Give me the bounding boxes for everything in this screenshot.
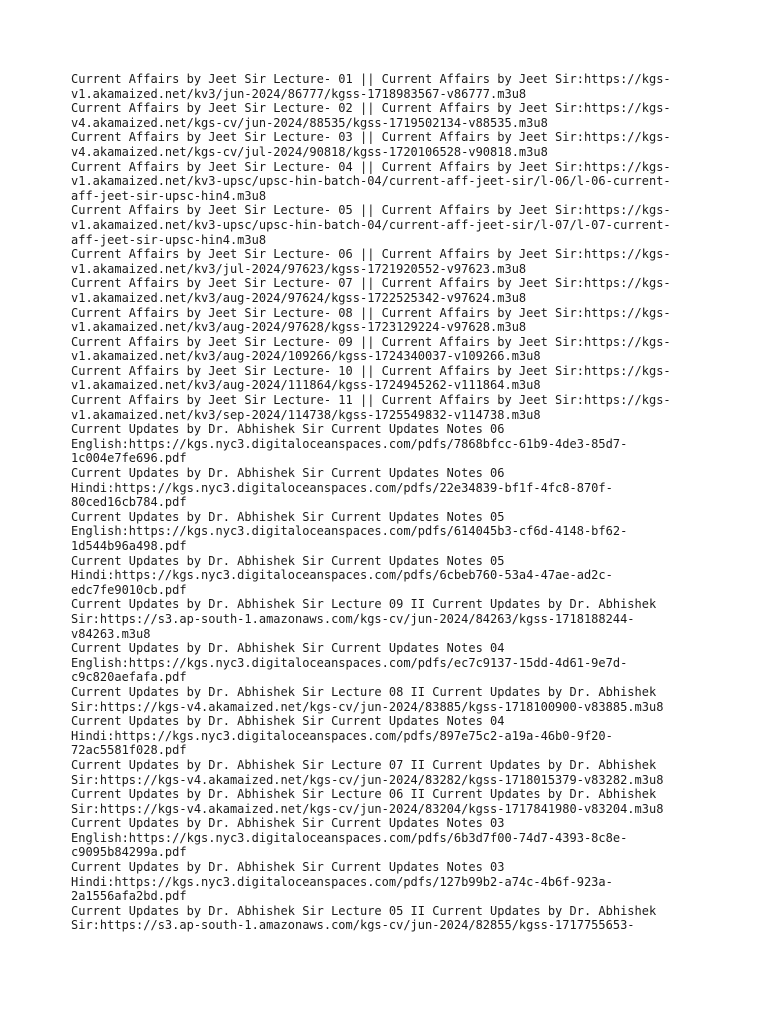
entry-text-line: c9095b84299a.pdf	[71, 845, 187, 860]
list-item	[71, 554, 701, 598]
entry-text-line: Sir:https://s3.ap-south-1.amazonaws.com/kgs-cv/jun-2024/82855/kgss-1717755653-	[71, 918, 635, 933]
entry-text-line: Current Updates by Dr. Abhishek Sir Lecture 08 II Current Updates by Dr. Abhishek	[71, 684, 657, 699]
entry-text-line: Current Affairs by Jeet Sir Lecture- 07 || Current Affairs by Jeet Sir:https://kgs-	[71, 276, 671, 291]
list-item	[71, 758, 701, 787]
list-item	[71, 510, 701, 554]
entry-text-line: v1.akamaized.net/kv3-upsc/upsc-hin-batch-04/current-aff-jeet-sir/l-06/l-06-current-	[71, 174, 671, 189]
entry-text-line: v1.akamaized.net/kv3/aug-2024/109266/kgss-1724340037-v109266.m3u8	[71, 349, 541, 364]
entry-text-line: Current Updates by Dr. Abhishek Sir Current Updates Notes 03	[71, 816, 505, 831]
entry-text-line: v1.akamaized.net/kv3/sep-2024/114738/kgss-1725549832-v114738.m3u8	[71, 407, 541, 422]
entry-text-line: Current Updates by Dr. Abhishek Sir Lecture 07 II Current Updates by Dr. Abhishek	[71, 757, 657, 772]
entry-text-line: Hindi:https://kgs.nyc3.digitaloceanspaces.com/pdfs/6cbeb760-53a4-47ae-ad2c-	[71, 568, 613, 583]
entry-text-line: Current Affairs by Jeet Sir Lecture- 02 || Current Affairs by Jeet Sir:https://kgs-	[71, 101, 671, 116]
list-item	[71, 714, 701, 758]
list-item	[71, 306, 701, 335]
entry-text-line: Sir:https://kgs-v4.akamaized.net/kgs-cv/jun-2024/83885/kgss-1718100900-v83885.m3u8	[71, 699, 664, 714]
entry-text-line: Current Affairs by Jeet Sir Lecture- 03 || Current Affairs by Jeet Sir:https://kgs-	[71, 130, 671, 145]
entry-text-line: Sir:https://kgs-v4.akamaized.net/kgs-cv/jun-2024/83282/kgss-1718015379-v83282.m3u8	[71, 772, 664, 787]
entry-text-line: Current Updates by Dr. Abhishek Sir Current Updates Notes 03	[71, 860, 505, 875]
list-item	[71, 364, 701, 393]
entry-text-line: aff-jeet-sir-upsc-hin4.m3u8	[71, 188, 267, 203]
list-item	[71, 393, 701, 422]
entry-text-line: v4.akamaized.net/kgs-cv/jun-2024/88535/kgss-1719502134-v88535.m3u8	[71, 115, 548, 130]
entry-text-line: Current Updates by Dr. Abhishek Sir Lecture 05 II Current Updates by Dr. Abhishek	[71, 903, 657, 918]
entry-text-line: edc7fe9010cb.pdf	[71, 582, 187, 597]
list-item	[71, 276, 701, 305]
entry-text-line: v1.akamaized.net/kv3/aug-2024/111864/kgss-1724945262-v111864.m3u8	[71, 378, 541, 393]
entry-text-line: Hindi:https://kgs.nyc3.digitaloceanspaces.com/pdfs/897e75c2-a19a-46b0-9f20-	[71, 728, 613, 743]
entry-text-line: Current Updates by Dr. Abhishek Sir Current Updates Notes 05	[71, 509, 505, 524]
list-item	[71, 247, 701, 276]
entry-text-line: Sir:https://kgs-v4.akamaized.net/kgs-cv/jun-2024/83204/kgss-1717841980-v83204.m3u8	[71, 801, 664, 816]
entry-text-line: English:https://kgs.nyc3.digitaloceanspaces.com/pdfs/6b3d7f00-74d7-4393-8c8e-	[71, 830, 628, 845]
list-item	[71, 904, 701, 933]
entry-text-line: v1.akamaized.net/kv3-upsc/upsc-hin-batch-04/current-aff-jeet-sir/l-07/l-07-current-	[71, 217, 671, 232]
entry-text-line: aff-jeet-sir-upsc-hin4.m3u8	[71, 232, 267, 247]
entry-text-line: Current Affairs by Jeet Sir Lecture- 01 || Current Affairs by Jeet Sir:https://kgs-	[71, 72, 671, 86]
entry-text-line: 2a1556afa2bd.pdf	[71, 889, 187, 904]
list-item	[71, 685, 701, 714]
entry-text-line: 72ac5581f028.pdf	[71, 743, 187, 758]
entry-text-line: Current Affairs by Jeet Sir Lecture- 10 || Current Affairs by Jeet Sir:https://kgs-	[71, 363, 671, 378]
entry-text-line: Current Updates by Dr. Abhishek Sir Current Updates Notes 06	[71, 466, 505, 481]
entry-text-line: English:https://kgs.nyc3.digitaloceanspaces.com/pdfs/614045b3-cf6d-4148-bf62-	[71, 524, 628, 539]
entry-text-line: Current Affairs by Jeet Sir Lecture- 11 || Current Affairs by Jeet Sir:https://kgs-	[71, 393, 671, 408]
link-list	[71, 72, 701, 933]
entry-text-line: v4.akamaized.net/kgs-cv/jul-2024/90818/kgss-1720106528-v90818.m3u8	[71, 144, 548, 159]
list-item	[71, 860, 701, 904]
entry-text-line: v1.akamaized.net/kv3/jun-2024/86777/kgss-1718983567-v86777.m3u8	[71, 86, 527, 101]
list-item	[71, 72, 701, 101]
entry-text-line: Hindi:https://kgs.nyc3.digitaloceanspaces.com/pdfs/127b99b2-a74c-4b6f-923a-	[71, 874, 613, 889]
entry-text-line: Current Affairs by Jeet Sir Lecture- 08 || Current Affairs by Jeet Sir:https://kgs-	[71, 305, 671, 320]
list-item	[71, 422, 701, 466]
entry-text-line: Current Affairs by Jeet Sir Lecture- 05 || Current Affairs by Jeet Sir:https://kgs-	[71, 203, 671, 218]
entry-text-line: Current Updates by Dr. Abhishek Sir Current Updates Notes 04	[71, 641, 505, 656]
list-item	[71, 130, 701, 159]
entry-text-line: Current Updates by Dr. Abhishek Sir Current Updates Notes 05	[71, 553, 505, 568]
entry-text-line: Current Updates by Dr. Abhishek Sir Lecture 06 II Current Updates by Dr. Abhishek	[71, 787, 657, 802]
entry-text-line: v1.akamaized.net/kv3/aug-2024/97624/kgss-1722525342-v97624.m3u8	[71, 290, 527, 305]
list-item	[71, 597, 701, 641]
list-item	[71, 816, 701, 860]
list-item	[71, 335, 701, 364]
entry-text-line: Current Updates by Dr. Abhishek Sir Current Updates Notes 04	[71, 714, 505, 729]
entry-text-line: 1c004e7fe696.pdf	[71, 451, 187, 466]
entry-text-line: English:https://kgs.nyc3.digitaloceanspaces.com/pdfs/7868bfcc-61b9-4de3-85d7-	[71, 436, 628, 451]
list-item	[71, 787, 701, 816]
entry-text-line: Current Updates by Dr. Abhishek Sir Lecture 09 II Current Updates by Dr. Abhishek	[71, 597, 657, 612]
entry-text-line: English:https://kgs.nyc3.digitaloceanspaces.com/pdfs/ec7c9137-15dd-4d61-9e7d-	[71, 655, 628, 670]
list-item	[71, 466, 701, 510]
entry-text-line: c9c820aefafa.pdf	[71, 670, 187, 685]
entry-text-line: 80ced16cb784.pdf	[71, 495, 187, 510]
entry-text-line: Current Affairs by Jeet Sir Lecture- 04 || Current Affairs by Jeet Sir:https://kgs-	[71, 159, 671, 174]
list-item	[71, 160, 701, 204]
entry-text-line: Current Affairs by Jeet Sir Lecture- 09 || Current Affairs by Jeet Sir:https://kgs-	[71, 334, 671, 349]
list-item	[71, 641, 701, 685]
entry-text-line: v1.akamaized.net/kv3/aug-2024/97628/kgss-1723129224-v97628.m3u8	[71, 320, 527, 335]
list-item	[71, 203, 701, 247]
entry-text-line: Sir:https://s3.ap-south-1.amazonaws.com/kgs-cv/jun-2024/84263/kgss-1718188244-	[71, 611, 635, 626]
entry-text-line: 1d544b96a498.pdf	[71, 539, 187, 553]
entry-text-line: Current Updates by Dr. Abhishek Sir Current Updates Notes 06	[71, 422, 505, 437]
entry-text-line: v1.akamaized.net/kv3/jul-2024/97623/kgss-1721920552-v97623.m3u8	[71, 261, 527, 276]
entry-text-line: Hindi:https://kgs.nyc3.digitaloceanspaces.com/pdfs/22e34839-bf1f-4fc8-870f-	[71, 480, 613, 495]
entry-text-line: v84263.m3u8	[71, 626, 151, 641]
entry-text-line: Current Affairs by Jeet Sir Lecture- 06 || Current Affairs by Jeet Sir:https://kgs-	[71, 247, 671, 262]
list-item	[71, 101, 701, 130]
